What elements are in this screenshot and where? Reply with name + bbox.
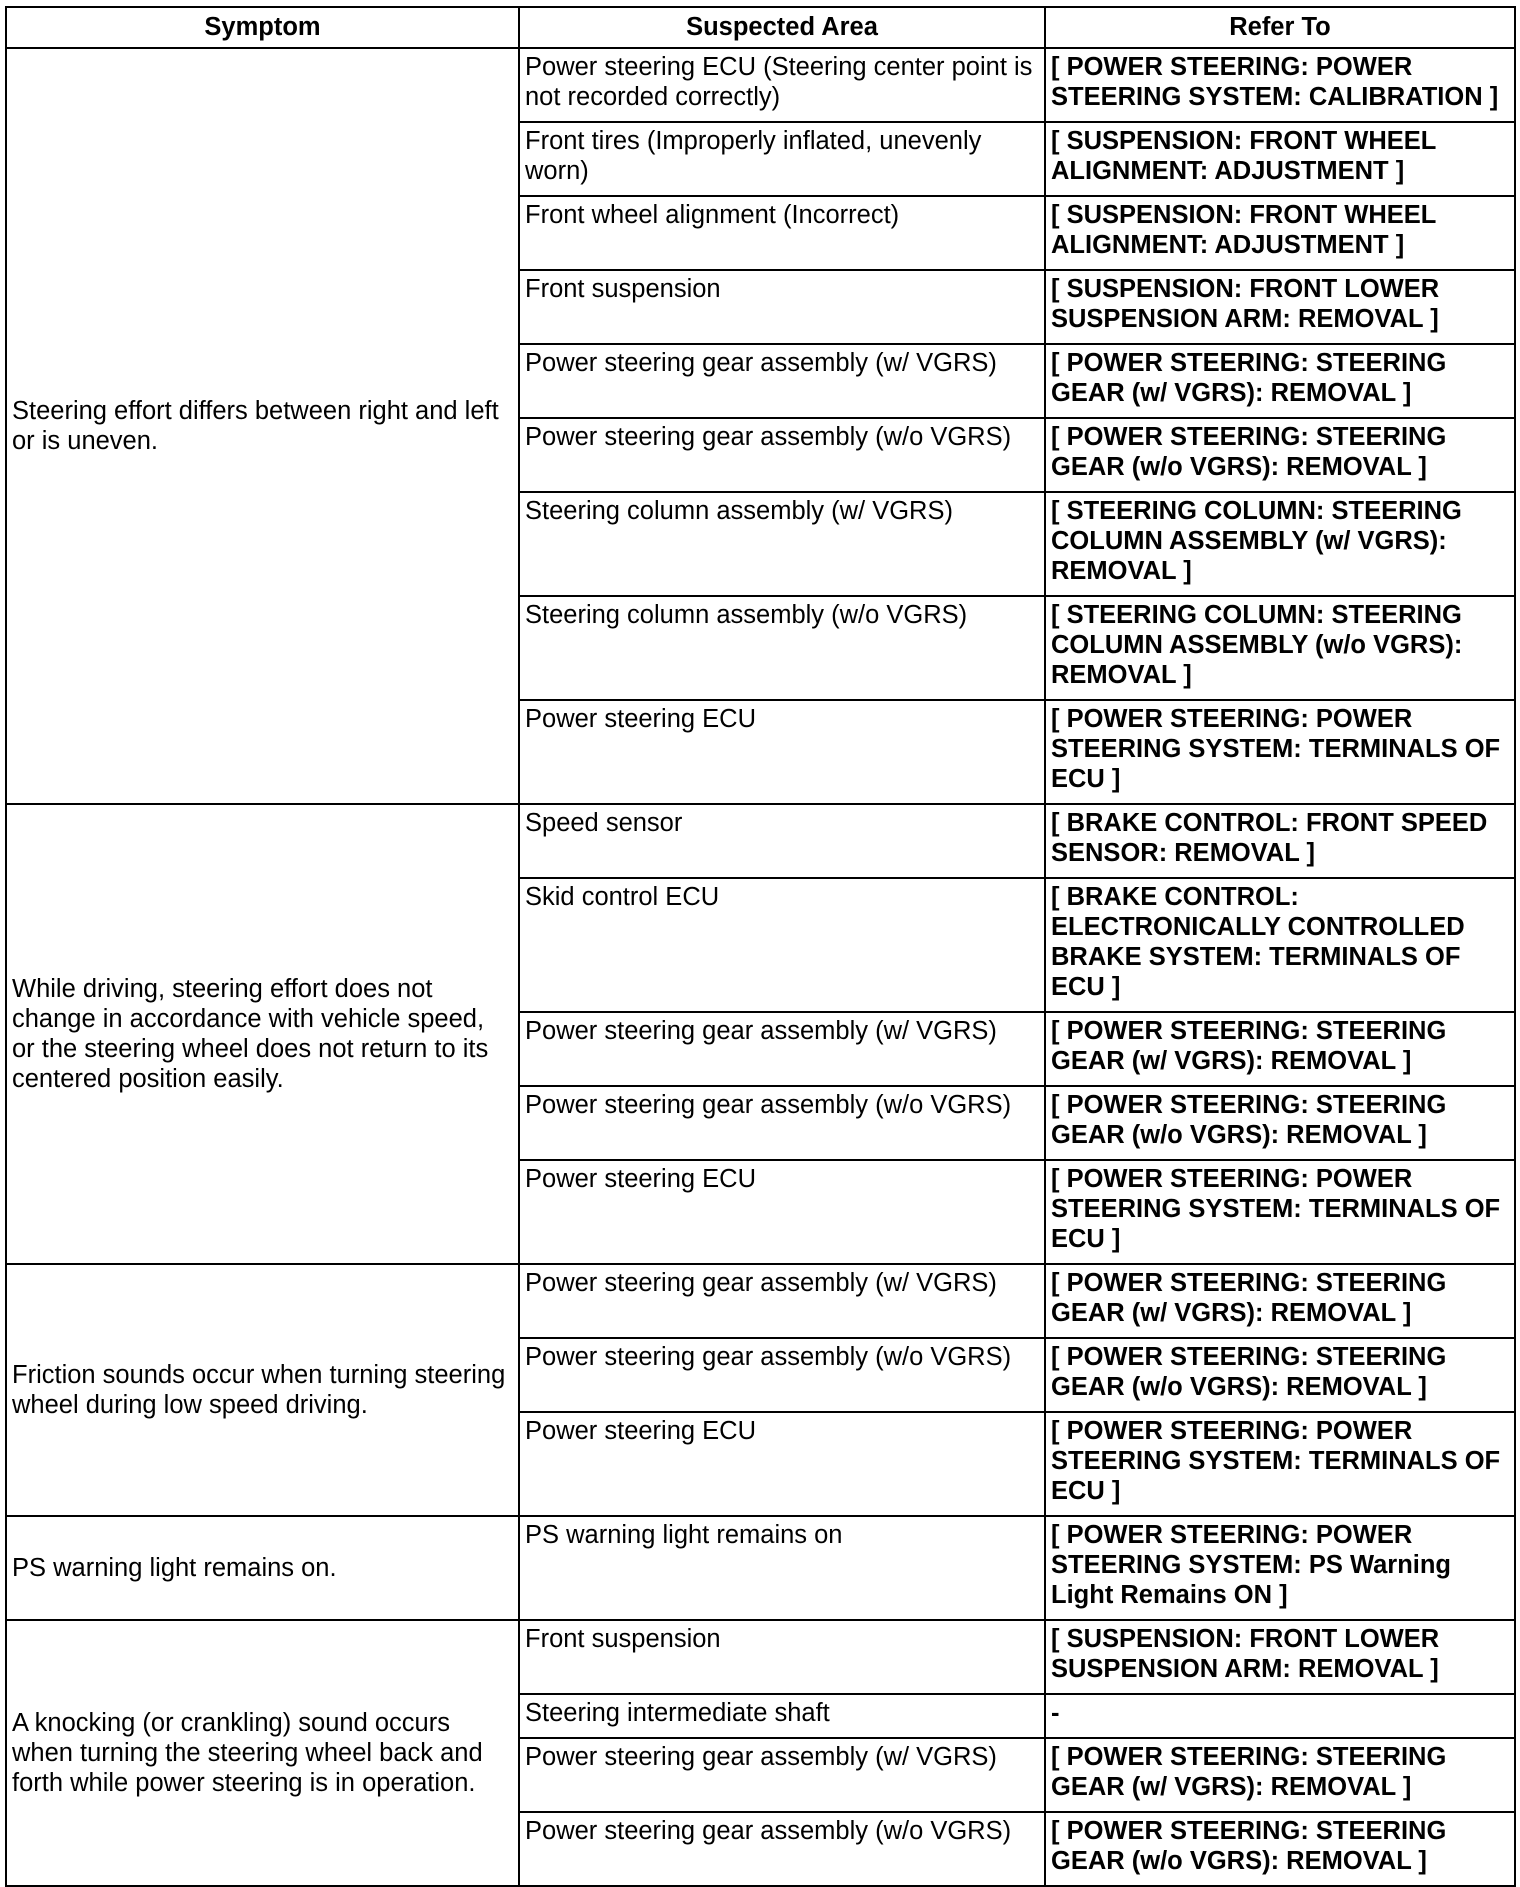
- symptom-cell: PS warning light remains on.: [6, 1516, 519, 1620]
- refer-to-link[interactable]: [ SUSPENSION: FRONT LOWER SUSPENSION ARM: REMOVAL ]: [1045, 270, 1515, 344]
- symptom-cell: A knocking (or crankling) sound occurs when turning the steering wheel back and forth while power steering is in operation.: [6, 1620, 519, 1886]
- suspected-area-cell: PS warning light remains on: [519, 1516, 1045, 1620]
- suspected-area-cell: Steering intermediate shaft: [519, 1694, 1045, 1738]
- refer-to-link[interactable]: [ POWER STEERING: STEERING GEAR (w/ VGRS): REMOVAL ]: [1045, 344, 1515, 418]
- suspected-area-cell: Front wheel alignment (Incorrect): [519, 196, 1045, 270]
- suspected-area-cell: Power steering gear assembly (w/o VGRS): [519, 1812, 1045, 1886]
- suspected-area-cell: Front suspension: [519, 270, 1045, 344]
- refer-to-link[interactable]: [ POWER STEERING: POWER STEERING SYSTEM: CALIBRATION ]: [1045, 48, 1515, 122]
- refer-to-link[interactable]: [ POWER STEERING: STEERING GEAR (w/ VGRS): REMOVAL ]: [1045, 1012, 1515, 1086]
- suspected-area-cell: Front tires (Improperly inflated, unevenly worn): [519, 122, 1045, 196]
- suspected-area-cell: Steering column assembly (w/o VGRS): [519, 596, 1045, 700]
- table-row: [6, 1516, 1515, 1620]
- table-row: [6, 804, 1515, 878]
- header-symptom: Symptom: [6, 7, 519, 48]
- table-row: [6, 1620, 1515, 1694]
- suspected-area-cell: Skid control ECU: [519, 878, 1045, 1012]
- refer-to-link[interactable]: [ SUSPENSION: FRONT LOWER SUSPENSION ARM: REMOVAL ]: [1045, 1620, 1515, 1694]
- refer-to-link[interactable]: [ POWER STEERING: POWER STEERING SYSTEM: TERMINALS OF ECU ]: [1045, 1412, 1515, 1516]
- refer-to-link[interactable]: [ POWER STEERING: STEERING GEAR (w/ VGRS): REMOVAL ]: [1045, 1264, 1515, 1338]
- suspected-area-cell: Front suspension: [519, 1620, 1045, 1694]
- symptom-table: [5, 6, 1516, 1887]
- header-refer-to: Refer To: [1045, 7, 1515, 48]
- header-row: [6, 7, 1515, 48]
- refer-to-link[interactable]: [ POWER STEERING: STEERING GEAR (w/o VGRS): REMOVAL ]: [1045, 1812, 1515, 1886]
- refer-to-link[interactable]: [ POWER STEERING: POWER STEERING SYSTEM: TERMINALS OF ECU ]: [1045, 700, 1515, 804]
- refer-to-link[interactable]: [ POWER STEERING: STEERING GEAR (w/o VGRS): REMOVAL ]: [1045, 1086, 1515, 1160]
- refer-to-link[interactable]: [ BRAKE CONTROL: FRONT SPEED SENSOR: REMOVAL ]: [1045, 804, 1515, 878]
- refer-to-link[interactable]: [ POWER STEERING: STEERING GEAR (w/ VGRS): REMOVAL ]: [1045, 1738, 1515, 1812]
- suspected-area-cell: Power steering gear assembly (w/ VGRS): [519, 1012, 1045, 1086]
- refer-to-link[interactable]: [ POWER STEERING: STEERING GEAR (w/o VGRS): REMOVAL ]: [1045, 418, 1515, 492]
- suspected-area-cell: Power steering ECU: [519, 1160, 1045, 1264]
- refer-to-link[interactable]: [ SUSPENSION: FRONT WHEEL ALIGNMENT: ADJUSTMENT ]: [1045, 122, 1515, 196]
- suspected-area-cell: Power steering gear assembly (w/o VGRS): [519, 1338, 1045, 1412]
- refer-to-link[interactable]: [ STEERING COLUMN: STEERING COLUMN ASSEMBLY (w/ VGRS): REMOVAL ]: [1045, 492, 1515, 596]
- suspected-area-cell: Power steering gear assembly (w/ VGRS): [519, 1738, 1045, 1812]
- refer-to-link[interactable]: [ POWER STEERING: POWER STEERING SYSTEM: TERMINALS OF ECU ]: [1045, 1160, 1515, 1264]
- suspected-area-cell: Power steering ECU (Steering center point is not recorded correctly): [519, 48, 1045, 122]
- table-row: [6, 48, 1515, 122]
- refer-to-dash: -: [1045, 1694, 1515, 1738]
- symptom-cell: Friction sounds occur when turning steering wheel during low speed driving.: [6, 1264, 519, 1516]
- suspected-area-cell: Power steering gear assembly (w/o VGRS): [519, 418, 1045, 492]
- suspected-area-cell: Power steering ECU: [519, 1412, 1045, 1516]
- refer-to-link[interactable]: [ BRAKE CONTROL: ELECTRONICALLY CONTROLLED BRAKE SYSTEM: TERMINALS OF ECU ]: [1045, 878, 1515, 1012]
- suspected-area-cell: Speed sensor: [519, 804, 1045, 878]
- refer-to-link[interactable]: [ POWER STEERING: POWER STEERING SYSTEM: PS Warning Light Remains ON ]: [1045, 1516, 1515, 1620]
- refer-to-link[interactable]: [ STEERING COLUMN: STEERING COLUMN ASSEMBLY (w/o VGRS): REMOVAL ]: [1045, 596, 1515, 700]
- refer-to-link[interactable]: [ POWER STEERING: STEERING GEAR (w/o VGRS): REMOVAL ]: [1045, 1338, 1515, 1412]
- suspected-area-cell: Power steering ECU: [519, 700, 1045, 804]
- suspected-area-cell: Power steering gear assembly (w/ VGRS): [519, 1264, 1045, 1338]
- symptom-cell: Steering effort differs between right and left or is uneven.: [6, 48, 519, 804]
- refer-to-link[interactable]: [ SUSPENSION: FRONT WHEEL ALIGNMENT: ADJUSTMENT ]: [1045, 196, 1515, 270]
- suspected-area-cell: Steering column assembly (w/ VGRS): [519, 492, 1045, 596]
- table-row: [6, 1264, 1515, 1338]
- suspected-area-cell: Power steering gear assembly (w/ VGRS): [519, 344, 1045, 418]
- header-suspected-area: Suspected Area: [519, 7, 1045, 48]
- suspected-area-cell: Power steering gear assembly (w/o VGRS): [519, 1086, 1045, 1160]
- symptom-cell: While driving, steering effort does not change in accordance with vehicle speed, or the steering wheel does not return to its centered position easily.: [6, 804, 519, 1264]
